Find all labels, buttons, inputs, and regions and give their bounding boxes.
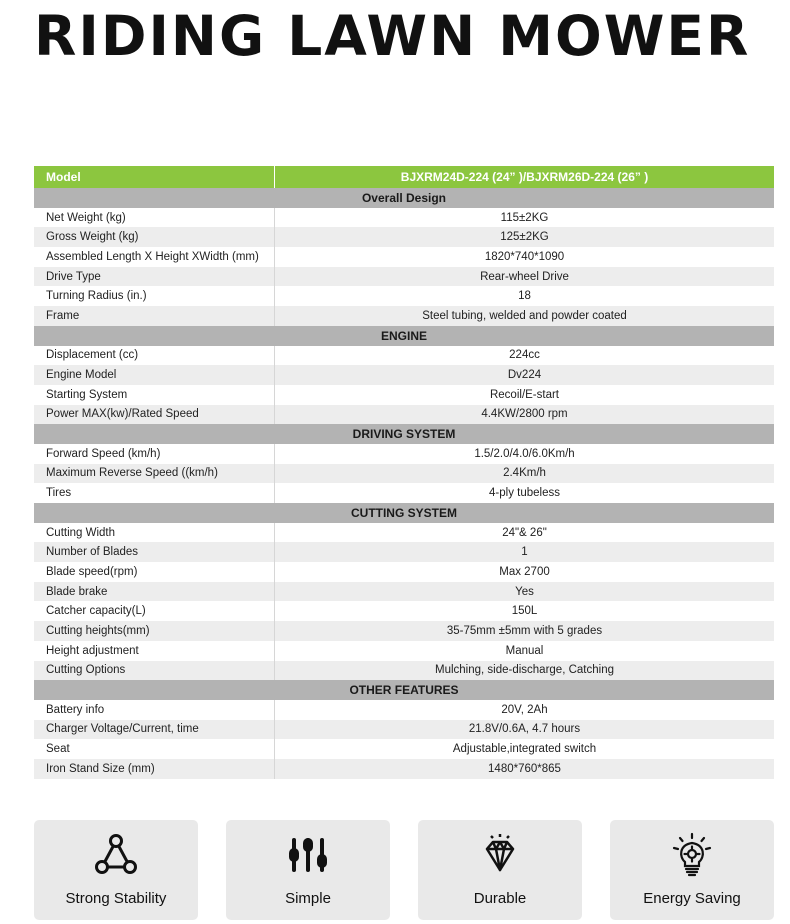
spec-table xyxy=(34,166,774,779)
spec-label: Power MAX(kw)/Rated Speed xyxy=(34,405,275,425)
spec-value: 1.5/2.0/4.0/6.0Km/h xyxy=(275,444,775,464)
spec-value: 224cc xyxy=(275,346,775,366)
spec-value: Dv224 xyxy=(275,365,775,385)
spec-value: Yes xyxy=(275,582,775,602)
spec-value: 125±2KG xyxy=(275,227,775,247)
diamond-icon xyxy=(418,832,582,878)
spec-label: Drive Type xyxy=(34,267,275,287)
header-model-label: Model xyxy=(34,166,275,188)
spec-label: Gross Weight (kg) xyxy=(34,227,275,247)
spec-value: 18 xyxy=(275,286,775,306)
feature-label: Durable xyxy=(473,890,527,907)
spec-value: 20V, 2Ah xyxy=(275,700,775,720)
spec-label: Charger Voltage/Current, time xyxy=(34,720,275,740)
section-header-row xyxy=(34,503,774,523)
spec-label: Battery info xyxy=(34,700,275,720)
section-header-row xyxy=(34,424,774,444)
spec-value: Adjustable,integrated switch xyxy=(275,739,775,759)
section-header-row xyxy=(34,188,774,208)
feature-label: Energy Saving xyxy=(643,890,741,907)
section-title: Overall Design xyxy=(34,188,774,208)
header-model-value: BJXRM24D-224 (24” )/BJXRM26D-224 (26” ) xyxy=(275,166,775,188)
spec-value: Max 2700 xyxy=(275,562,775,582)
spec-label: Number of Blades xyxy=(34,542,275,562)
spec-label: Maximum Reverse Speed ((km/h) xyxy=(34,464,275,484)
section-header-row xyxy=(34,680,774,700)
spec-label: Net Weight (kg) xyxy=(34,208,275,228)
spec-value: 24"& 26" xyxy=(275,523,775,543)
spec-label: Starting System xyxy=(34,385,275,405)
spec-value: 4-ply tubeless xyxy=(275,483,775,503)
table-row xyxy=(34,621,774,641)
section-title: ENGINE xyxy=(34,326,774,346)
spec-value: 1 xyxy=(275,542,775,562)
feature-label: Simple xyxy=(285,890,331,907)
lightbulb-gear-icon xyxy=(610,832,774,878)
table-row xyxy=(34,306,774,326)
table-row xyxy=(34,601,774,621)
spec-label: Height adjustment xyxy=(34,641,275,661)
page-title: RIDING LAWN MOWER xyxy=(34,4,751,68)
spec-value: 115±2KG xyxy=(275,208,775,228)
spec-value: Rear-wheel Drive xyxy=(275,267,775,287)
table-row xyxy=(34,208,774,228)
spec-label: Blade speed(rpm) xyxy=(34,562,275,582)
spec-label: Forward Speed (km/h) xyxy=(34,444,275,464)
spec-value: Manual xyxy=(275,641,775,661)
spec-label: Frame xyxy=(34,306,275,326)
table-row xyxy=(34,227,774,247)
table-header-row xyxy=(34,166,774,188)
spec-label: Engine Model xyxy=(34,365,275,385)
spec-label: Assembled Length X Height XWidth (mm) xyxy=(34,247,275,267)
table-row xyxy=(34,444,774,464)
spec-value: 1820*740*1090 xyxy=(275,247,775,267)
spec-label: Seat xyxy=(34,739,275,759)
spec-value: 4.4KW/2800 rpm xyxy=(275,405,775,425)
feature-card-strong-stability xyxy=(34,820,198,920)
triangle-nodes-icon xyxy=(34,832,198,878)
feature-label: Strong Stability xyxy=(65,890,167,907)
spec-label: Displacement (cc) xyxy=(34,346,275,366)
table-row xyxy=(34,661,774,681)
table-row xyxy=(34,483,774,503)
spec-value: Mulching, side-discharge, Catching xyxy=(275,661,775,681)
spec-value: 35-75mm ±5mm with 5 grades xyxy=(275,621,775,641)
section-title: DRIVING SYSTEM xyxy=(34,424,774,444)
table-row xyxy=(34,523,774,543)
spec-value: Steel tubing, welded and powder coated xyxy=(275,306,775,326)
feature-card-energy-saving xyxy=(610,820,774,920)
section-header-row xyxy=(34,326,774,346)
spec-label: Iron Stand Size (mm) xyxy=(34,759,275,779)
table-row xyxy=(34,267,774,287)
spec-label: Turning Radius (in.) xyxy=(34,286,275,306)
spec-value: 150L xyxy=(275,601,775,621)
feature-card-simple xyxy=(226,820,390,920)
table-row xyxy=(34,641,774,661)
spec-label: Cutting Options xyxy=(34,661,275,681)
table-row xyxy=(34,562,774,582)
section-title: CUTTING SYSTEM xyxy=(34,503,774,523)
spec-value: 21.8V/0.6A, 4.7 hours xyxy=(275,720,775,740)
table-row xyxy=(34,542,774,562)
table-row xyxy=(34,346,774,366)
table-row xyxy=(34,405,774,425)
spec-label: Cutting Width xyxy=(34,523,275,543)
table-row xyxy=(34,385,774,405)
feature-cards xyxy=(34,820,774,920)
table-row xyxy=(34,247,774,267)
spec-value: 2.4Km/h xyxy=(275,464,775,484)
table-row xyxy=(34,739,774,759)
spec-table-body xyxy=(34,166,774,779)
spec-value: Recoil/E-start xyxy=(275,385,775,405)
table-row xyxy=(34,759,774,779)
table-row xyxy=(34,720,774,740)
spec-label: Catcher capacity(L) xyxy=(34,601,275,621)
spec-label: Tires xyxy=(34,483,275,503)
table-row xyxy=(34,582,774,602)
spec-label: Cutting heights(mm) xyxy=(34,621,275,641)
table-row xyxy=(34,286,774,306)
feature-card-durable xyxy=(418,820,582,920)
spec-label: Blade brake xyxy=(34,582,275,602)
table-row xyxy=(34,700,774,720)
table-row xyxy=(34,365,774,385)
section-title: OTHER FEATURES xyxy=(34,680,774,700)
table-row xyxy=(34,464,774,484)
spec-value: 1480*760*865 xyxy=(275,759,775,779)
sliders-icon xyxy=(226,832,390,878)
